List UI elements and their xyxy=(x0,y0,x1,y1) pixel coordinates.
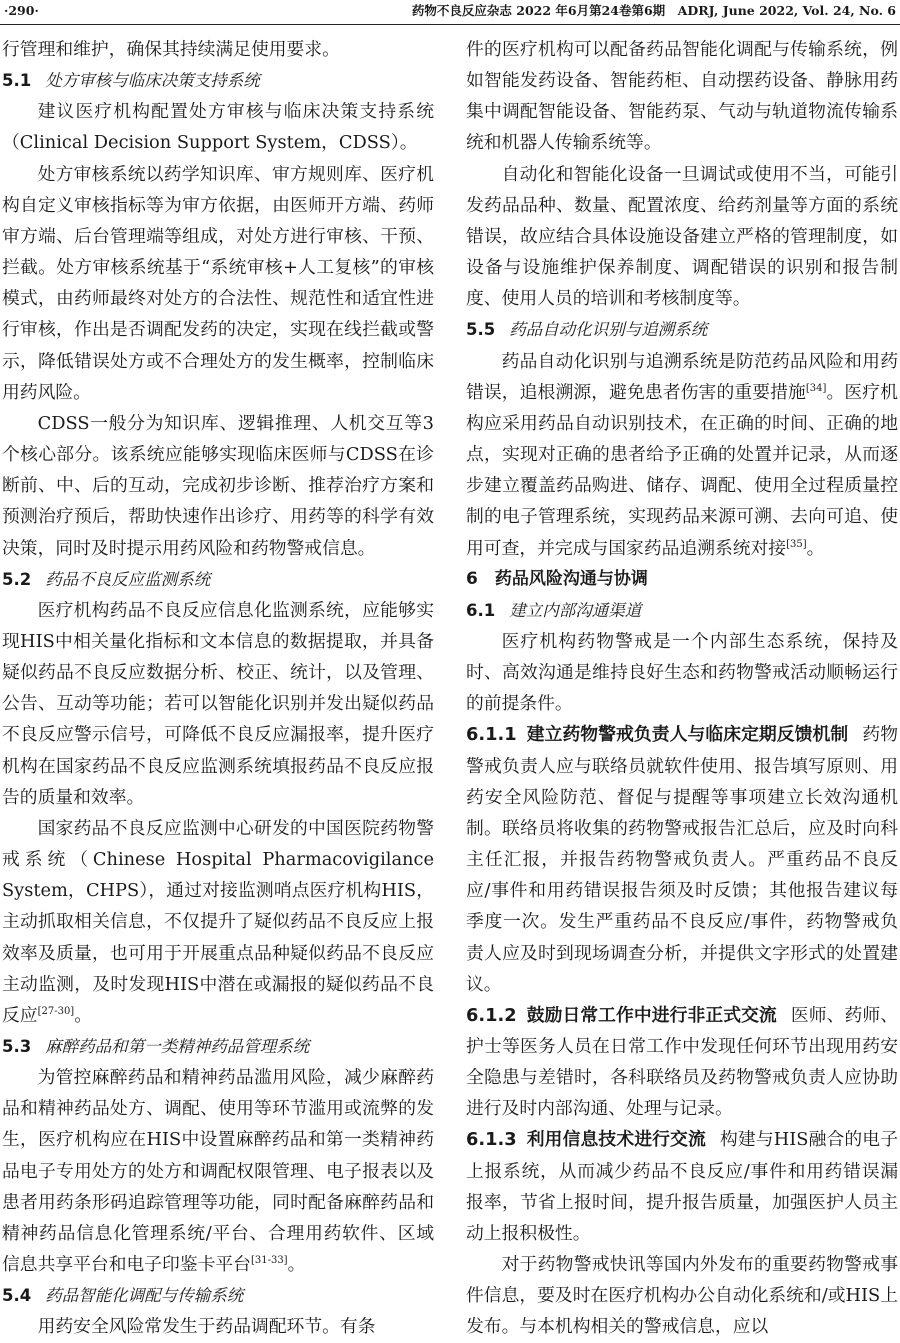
section-heading-6: 6 药品风险沟通与协调 xyxy=(466,568,648,589)
section-number: 5.5 xyxy=(466,320,496,340)
paragraph: CDSS一般分为知识库、逻辑推理、人机交互等3个核心部分。该系统应能够实现临床医师与CDSS在诊断前、中、后的互动，完成初步诊断、推荐治疗方案和预测治疗预后，帮助快速作出诊疗、用药等的科学有效决策，同时及时提示用药风险和药物警戒信息。 xyxy=(2,412,434,559)
section-heading-5-1 xyxy=(2,65,434,96)
subsection-6-1-2 xyxy=(466,1000,898,1125)
left-column xyxy=(2,34,434,1343)
paragraph: 建议医疗机构配置处方审核与临床决策支持系统（Clinical Decision Support System，CDSS）。 xyxy=(2,101,434,154)
paragraph xyxy=(466,346,898,564)
section-title: 麻醉药品和第一类精神药品管理系统 xyxy=(45,1037,310,1056)
paragraph xyxy=(2,813,434,1031)
page-number: ·290· xyxy=(4,3,39,18)
section-number: 6.1 xyxy=(466,600,496,620)
paragraph xyxy=(2,1062,434,1280)
subsection-number: 6.1.1 xyxy=(466,724,517,746)
paragraph-text: 药品自动化识别与追溯系统是防范药品风险和用药错误，追根溯源，避免患者伤害的重要措施 xyxy=(466,350,898,403)
subsection-6-1-1 xyxy=(466,719,898,999)
citation-ref: [31-33] xyxy=(250,1255,288,1267)
paragraph: 件的医疗机构可以配备药品智能化调配与传输系统，例如智能发药设备、智能药柜、自动摆药设备、静脉用药集中调配智能设备、智能药泵、气动与轨道物流传输系统和机器人传输系统等。 xyxy=(466,39,898,154)
paragraph-end: 。 xyxy=(74,1004,93,1026)
section-title: 处方审核与临床决策支持系统 xyxy=(45,71,260,91)
paragraph: 医疗机构药物警戒是一个内部生态系统，保持及时、高效沟通是维持良好生态和药物警戒活动顺畅运行的前提条件。 xyxy=(466,630,898,715)
paragraph-text: 国家药品不良反应监测中心研发的中国医院药物警戒系统（Chinese Hospital Pharmacovigilance System，CHPS），通过对接监测哨点医疗机构HIS，主动抓取相关信息，不仅提升了疑似药品不良反应上报效率及质量，也可用于开展重点品种疑似药品不良反应主动监测，及时发现HIS中潜在或漏报的疑似药品不良反应 xyxy=(2,817,434,1026)
section-title: 药品自动化识别与追溯系统 xyxy=(509,320,708,340)
subsection-title: 利用信息技术进行交流 xyxy=(526,1129,706,1151)
paragraph: 行管理和维护，确保其持续满足使用要求。 xyxy=(2,39,340,60)
section-number: 5.4 xyxy=(2,1286,32,1306)
section-heading-5-2 xyxy=(2,564,434,595)
paragraph: 自动化和智能化设备一旦调试或使用不当，可能引发药品品种、数量、配置浓度、给药剂量等方面的系统错误，故应结合具体设施设备建立严格的管理制度，如设备与设施维护保养制度、调配错误的识别和报告制度、使用人员的培训和考核制度等。 xyxy=(466,163,898,310)
paragraph: 处方审核系统以药学知识库、审方规则库、医疗机构自定义审核指标等为审方依据，由医师开方端、药师审方端、后台管理端等组成，对处方进行审核、干预、拦截。处方审核系统基于“系统审核+人工复核”的审核模式，由药师最终对处方的合法性、规范性和适宜性进行审核，作出是否调配发药的决定，实现在线拦截或警示，降低错误处方或不合理处方的发生概率，控制临床用药风险。 xyxy=(2,163,434,403)
subsection-title: 鼓励日常工作中进行非正式交流 xyxy=(526,1004,777,1026)
section-title: 药品不良反应监测系统 xyxy=(45,569,211,589)
subsection-title: 建立药物警戒负责人与临床定期反馈机制 xyxy=(526,724,849,746)
section-number: 5.1 xyxy=(2,71,32,91)
citation-ref: [27-30] xyxy=(37,1005,75,1017)
section-heading-5-5 xyxy=(466,314,898,345)
paragraph-text: 为管控麻醉药品和精神药品滥用风险，减少麻醉药品和精神药品处方、调配、使用等环节滥用或流弊的发生，医疗机构应在HIS中设置麻醉药品和第一类精神药品电子专用处方的处方和调配权限管理、电子报表以及患者用药条形码追踪管理等功能，同时配备麻醉药品和精神药品信息化管理系统/平台、合理用药软件、区域信息共享平台和电子印鉴卡平台 xyxy=(2,1067,434,1276)
subsection-number: 6.1.3 xyxy=(466,1129,517,1151)
paragraph-end: 。 xyxy=(806,537,825,559)
journal-citation: 药物不良反应杂志 2022 年6月第24卷第6期 ADRJ, June 2022, Vol. 24, No. 6 xyxy=(411,3,896,18)
section-number: 5.3 xyxy=(2,1037,32,1056)
right-column xyxy=(466,34,898,1343)
subsection-number: 6.1.2 xyxy=(466,1004,517,1026)
paragraph: 用药安全风险常发生于药品调配环节。有条 xyxy=(37,1316,376,1338)
running-header xyxy=(0,0,900,25)
paragraph: 医疗机构药品不良反应信息化监测系统，应能够实现HIS中相关量化指标和文本信息的数据提取，并具备疑似药品不良反应数据分析、校正、统计，以及管理、公告、互动等功能；若可以智能化识别并发出疑似药品不良反应警示信号，可降低不良反应漏报率，提升医疗机构在国家药品不良反应监测系统填报药品不良反应报告的质量和效率。 xyxy=(2,599,434,808)
section-number: 5.2 xyxy=(2,569,32,589)
paragraph: 对于药物警戒快讯等国内外发布的重要药物警戒事件信息，要及时在医疗机构办公自动化系统和/或HIS上发布。与本机构相关的警戒信息，应以 xyxy=(466,1254,898,1338)
subsection-body: 药物警戒负责人应与联络员就软件使用、报告填写原则、用药安全风险防范、督促与提醒等事项建立长效沟通机制。联络员将收集的药物警戒报告汇总后，应及时向科主任汇报，并报告药物警戒负责人。严重药品不良反应/事件和用药错误报告须及时反馈；其他报告建议每季度一次。发生严重药品不良反应/事件，药物警戒负责人应及时到现场调查分析，并提供文字形式的处置建议。 xyxy=(466,724,898,995)
subsection-body: 构建与HIS融合的电子上报系统，从而减少药品不良反应/事件和用药错误漏报率，节省上报时间，提升报告质量，加强医护人员主动上报积极性。 xyxy=(466,1129,898,1244)
paragraph-text: 。医疗机构应采用药品自动识别技术，在正确的时间、正确的地点，实现对正确的患者给予正确的处置并记录，从而逐步建立覆盖药品购进、储存、调配、使用全过程质量控制的电子管理系统，实现药品来源可溯、去向可追、使用可查，并完成与国家药品追溯系统对接 xyxy=(466,381,898,559)
citation-ref: [34] xyxy=(805,382,827,394)
citation-ref: [35] xyxy=(786,538,807,550)
section-heading-5-4 xyxy=(2,1280,434,1311)
section-title: 药品智能化调配与传输系统 xyxy=(45,1286,244,1306)
section-title: 建立内部沟通渠道 xyxy=(509,600,642,620)
paragraph-end: 。 xyxy=(287,1254,306,1276)
section-heading-6-1 xyxy=(466,595,898,626)
subsection-6-1-3 xyxy=(466,1124,898,1249)
subsection-body: 医师、药师、护士等医务人员在日常工作中发现任何环节出现用药安全隐患与差错时，各科联络员及药物警戒负责人应协助进行及时内部沟通、处理与记录。 xyxy=(466,1004,898,1120)
section-heading-5-3 xyxy=(2,1031,434,1062)
